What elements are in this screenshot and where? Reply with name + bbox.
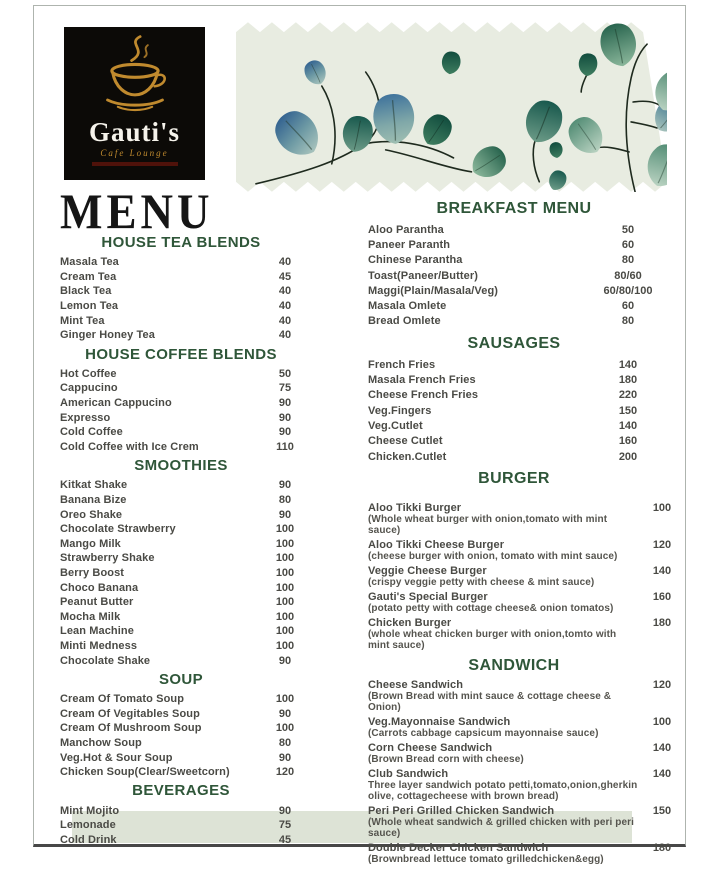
menu-item <box>368 270 576 282</box>
menu-item-row <box>368 449 680 464</box>
menu-item-price: 90 <box>278 654 292 667</box>
menu-item-name: Choco Banana <box>60 581 139 594</box>
menu-item-row <box>368 283 680 298</box>
menu-item-price: 90 <box>278 751 292 764</box>
menu-item-description: (potato petty with cottage cheese& onion tomatos) <box>368 603 614 615</box>
menu-item-price: 120 <box>275 766 295 779</box>
menu-item-row <box>368 768 680 802</box>
menu-item <box>368 224 576 236</box>
section-title: BURGER <box>478 470 550 488</box>
menu-item <box>60 538 268 550</box>
menu-item-price: 100 <box>275 581 295 594</box>
menu-item-row <box>60 313 302 328</box>
menu-item-price: 45 <box>278 833 292 846</box>
menu-item <box>368 502 644 536</box>
menu-item-name: Maggi(Plain/Masala/Veg) <box>368 284 499 297</box>
menu-item-row <box>60 425 302 440</box>
menu-item-name: Club Sandwich <box>368 768 449 781</box>
menu-item <box>368 451 576 463</box>
menu-item-row <box>60 367 302 382</box>
menu-item-price: 140 <box>618 419 638 432</box>
section-title: SMOOTHIES <box>134 457 228 475</box>
brand-name: Gauti's <box>88 117 181 147</box>
menu-item-row <box>368 237 680 252</box>
menu-column-right <box>368 194 680 868</box>
menu-item <box>368 679 644 713</box>
menu-item-row <box>368 314 680 329</box>
menu-item-price: 100 <box>652 716 672 729</box>
menu-item-row <box>60 580 302 595</box>
menu-item-description: (Whole wheat burger with onion,tomato with mint sauce) <box>368 514 608 537</box>
menu-item <box>368 420 576 432</box>
menu-item-name: Double Decker Chicken Sandwich <box>368 842 549 855</box>
menu-item <box>60 509 268 521</box>
section-items <box>60 255 302 343</box>
menu-item <box>60 523 268 535</box>
menu-item-price: 180 <box>652 842 672 855</box>
menu-item-row <box>60 270 302 285</box>
menu-item-description: (crispy veggie petty with cheese & mint sauce) <box>368 577 595 589</box>
menu-item <box>60 708 268 720</box>
menu-item-row <box>60 410 302 425</box>
menu-item-row <box>368 403 680 418</box>
menu-item-name: Cheese Cutlet <box>368 435 443 448</box>
menu-item <box>60 300 268 312</box>
menu-item <box>60 611 268 623</box>
menu-item <box>60 271 268 283</box>
menu-item <box>60 397 268 409</box>
menu-item-row <box>368 298 680 313</box>
menu-item-row <box>60 639 302 654</box>
menu-item-name: Chocolate Shake <box>60 654 151 667</box>
menu-item-description: (Carrots cabbage capsicum mayonnaise sauce) <box>368 728 599 740</box>
menu-item-name: Berry Boost <box>60 566 125 579</box>
menu-item-price: 150 <box>652 805 672 818</box>
menu-item-price: 100 <box>275 610 295 623</box>
menu-item-row <box>60 595 302 610</box>
menu-item <box>368 315 576 327</box>
menu-item-name: Minti Medness <box>60 639 138 652</box>
menu-item-row <box>368 388 680 403</box>
menu-item-row <box>368 357 680 372</box>
section-title: SANDWICH <box>468 657 560 675</box>
menu-section <box>60 671 302 780</box>
menu-section <box>60 457 302 668</box>
menu-item <box>60 567 268 579</box>
menu-item <box>60 552 268 564</box>
menu-item <box>60 693 268 705</box>
menu-item-row <box>368 268 680 283</box>
menu-item-row <box>60 692 302 707</box>
menu-item-price: 150 <box>618 404 638 417</box>
menu-item-price: 100 <box>275 693 295 706</box>
menu-item-name: Strawberry Shake <box>60 552 155 565</box>
menu-item <box>368 300 576 312</box>
menu-item <box>60 479 268 491</box>
menu-item-row <box>60 284 302 299</box>
menu-item-row <box>368 539 680 562</box>
menu-item-price: 100 <box>275 596 295 609</box>
menu-item-row <box>60 522 302 537</box>
menu-item-row <box>368 742 680 765</box>
menu-item-name: Cheese Sandwich <box>368 679 464 692</box>
menu-item-price: 50 <box>621 223 635 236</box>
logo-red-divider <box>92 162 178 166</box>
section-items <box>60 478 302 668</box>
menu-item-price: 100 <box>275 523 295 536</box>
menu-item <box>60 582 268 594</box>
menu-item-name: Veg.Fingers <box>368 404 432 417</box>
menu-item <box>368 254 576 266</box>
menu-item-row <box>368 565 680 588</box>
menu-item-name: Expresso <box>60 411 111 424</box>
menu-item-name: French Fries <box>368 358 436 371</box>
section-items <box>368 357 680 464</box>
menu-item-row <box>60 551 302 566</box>
menu-item-name: Aloo Tikki Burger <box>368 502 462 515</box>
menu-item <box>368 405 576 417</box>
menu-item-name: Ginger Honey Tea <box>60 329 155 342</box>
section-title: HOUSE COFFEE BLENDS <box>85 345 277 363</box>
menu-item-name: Black Tea <box>60 285 112 298</box>
menu-section <box>368 335 680 464</box>
section-items <box>60 367 302 455</box>
menu-item-row <box>368 591 680 614</box>
menu-item-price: 40 <box>278 329 292 342</box>
menu-item-name: Mint Mojito <box>60 804 120 817</box>
menu-item-description: (Brownbread lettuce tomato grilledchicken&egg) <box>368 854 604 866</box>
menu-item-row <box>60 440 302 455</box>
menu-item-name: Cold Coffee <box>60 426 123 439</box>
menu-item-name: Veg.Hot & Sour Soup <box>60 751 173 764</box>
menu-item-price: 90 <box>278 397 292 410</box>
menu-item-name: Cold Coffee with Ice Crem <box>60 440 199 453</box>
menu-item-name: Peri Peri Grilled Chicken Sandwich <box>368 805 555 818</box>
menu-item-name: Lean Machine <box>60 625 134 638</box>
menu-item <box>368 805 644 839</box>
menu-item-price: 60/80/100 <box>603 284 653 297</box>
menu-item-price: 80/60 <box>614 269 642 282</box>
menu-item-name: Hot Coffee <box>60 367 117 380</box>
menu-item-price: 140 <box>652 768 672 781</box>
menu-item <box>368 389 576 401</box>
menu-item-price: 90 <box>278 804 292 817</box>
menu-item-name: Cheese French Fries <box>368 389 479 402</box>
menu-item-price: 40 <box>278 285 292 298</box>
menu-item <box>368 435 576 447</box>
menu-item-row <box>368 418 680 433</box>
menu-item-price: 100 <box>275 537 295 550</box>
menu-item-price: 110 <box>276 440 294 453</box>
section-title: BREAKFAST MENU <box>436 200 592 217</box>
menu-item <box>368 374 576 386</box>
menu-section <box>368 657 680 865</box>
menu-item-row <box>60 566 302 581</box>
section-title: SOUP <box>158 670 204 688</box>
menu-item-name: Cappucino <box>60 382 118 395</box>
menu-item-price: 120 <box>652 679 672 692</box>
menu-item-row <box>368 434 680 449</box>
menu-item <box>60 285 268 297</box>
menu-item-price: 120 <box>652 539 672 552</box>
menu-item-name: Cream Of Mushroom Soup <box>60 722 202 735</box>
menu-item-row <box>60 706 302 721</box>
menu-item-name: Oreo Shake <box>60 508 123 521</box>
menu-item-name: Chicken.Cutlet <box>368 450 447 463</box>
menu-item-row <box>60 803 302 818</box>
menu-item-price: 90 <box>278 479 292 492</box>
menu-item-name: Toast(Paneer/Butter) <box>368 269 478 282</box>
menu-item-name: Peanut Butter <box>60 596 134 609</box>
menu-item-name: Chinese Parantha <box>368 254 463 267</box>
menu-item-row <box>60 537 302 552</box>
menu-item <box>60 441 268 453</box>
menu-item-price: 180 <box>618 374 638 387</box>
menu-item-price: 75 <box>278 819 292 832</box>
menu-item-row <box>368 372 680 387</box>
menu-item-name: Banana Bize <box>60 494 127 507</box>
menu-item-name: Corn Cheese Sandwich <box>368 742 493 755</box>
menu-item-description: Three layer sandwich potato petti,tomato,onion,gherkin olive, cottagecheese with brown bread) <box>368 780 638 803</box>
menu-item-price: 90 <box>278 426 292 439</box>
menu-item-name: Chocolate Strawberry <box>60 523 176 536</box>
menu-item-price: 100 <box>652 502 672 515</box>
menu-item-name: Mocha Milk <box>60 610 121 623</box>
menu-item <box>60 382 268 394</box>
menu-item-price: 100 <box>275 639 295 652</box>
menu-item <box>60 596 268 608</box>
menu-item-price: 160 <box>618 435 638 448</box>
menu-item-row <box>60 653 302 668</box>
menu-column-left <box>60 231 302 847</box>
cafe-logo <box>64 27 205 180</box>
menu-item-name: Paneer Paranth <box>368 238 451 251</box>
menu-item-price: 40 <box>278 256 292 269</box>
menu-item-row <box>368 617 680 651</box>
menu-section <box>368 200 680 329</box>
menu-item <box>368 768 644 802</box>
menu-item-row <box>60 750 302 765</box>
menu-item-row <box>60 609 302 624</box>
menu-item-row <box>368 502 680 536</box>
menu-item-price: 90 <box>278 508 292 521</box>
menu-item-row <box>60 765 302 780</box>
menu-item <box>368 285 576 297</box>
menu-section <box>60 346 302 455</box>
menu-item-description: (Brown Bread with mint sauce & cottage cheese & Onion) <box>368 691 612 714</box>
menu-item <box>60 640 268 652</box>
menu-item-name: Cream Of Tomato Soup <box>60 693 185 706</box>
menu-item-description: (cheese burger with onion, tomato with mint sauce) <box>368 551 618 563</box>
menu-item-name: Lemon Tea <box>60 300 119 313</box>
menu-item <box>368 591 644 614</box>
menu-item-row <box>60 478 302 493</box>
menu-item <box>60 766 268 778</box>
menu-item-price: 80 <box>621 254 635 267</box>
menu-item-name: Masala French Fries <box>368 374 476 387</box>
menu-item <box>60 722 268 734</box>
menu-item-row <box>60 507 302 522</box>
brand-tagline: Cafe Lounge <box>100 148 169 158</box>
menu-item <box>60 819 268 831</box>
menu-item-name: Veggie Cheese Burger <box>368 565 487 578</box>
menu-item-name: Chicken Soup(Clear/Sweetcorn) <box>60 766 230 779</box>
menu-item-price: 40 <box>278 314 292 327</box>
menu-item-row <box>60 255 302 270</box>
menu-item-row <box>368 679 680 713</box>
menu-item-price: 80 <box>621 315 635 328</box>
menu-item-row <box>60 328 302 343</box>
menu-item-name: Manchow Soup <box>60 736 142 749</box>
menu-item-price: 140 <box>618 358 638 371</box>
menu-item-row <box>368 716 680 739</box>
menu-item-name: Mango Milk <box>60 537 121 550</box>
section-items <box>368 502 680 651</box>
menu-item <box>368 716 644 739</box>
menu-item-price: 60 <box>621 238 635 251</box>
menu-item <box>60 315 268 327</box>
menu-section <box>368 470 680 651</box>
menu-item <box>368 565 644 588</box>
menu-item-price: 60 <box>621 300 635 313</box>
menu-item <box>368 617 644 651</box>
menu-item <box>368 842 644 865</box>
menu-item-name: Cream Of Vegitables Soup <box>60 707 200 720</box>
menu-item-price: 180 <box>652 617 672 630</box>
menu-item-description: (whole wheat chicken burger with onion,tomto with mint sauce) <box>368 629 617 652</box>
menu-item-name: Veg.Cutlet <box>368 419 423 432</box>
eucalyptus-leaves-decoration <box>236 22 667 192</box>
menu-item-name: Masala Omlete <box>368 300 447 313</box>
menu-item-name: Chicken Burger <box>368 617 452 630</box>
menu-item-price: 80 <box>278 736 292 749</box>
menu-item-price: 100 <box>275 625 295 638</box>
menu-item-name: Aloo Parantha <box>368 223 444 236</box>
menu-item-row <box>368 253 680 268</box>
section-items <box>368 222 680 329</box>
menu-heading: MENU <box>60 184 214 240</box>
menu-item-name: Bread Omlete <box>368 315 441 328</box>
menu-item <box>368 359 576 371</box>
menu-item-price: 90 <box>278 411 292 424</box>
menu-item-name: Lemonade <box>60 819 116 832</box>
menu-item-row <box>368 805 680 839</box>
section-title: SAUSAGES <box>467 335 561 353</box>
menu-item-price: 75 <box>278 382 292 395</box>
menu-section <box>60 234 302 343</box>
menu-item-row <box>60 721 302 736</box>
menu-item <box>60 412 268 424</box>
menu-item-price: 100 <box>275 552 295 565</box>
menu-item-name: Aloo Tikki Cheese Burger <box>368 539 505 552</box>
menu-item-price: 140 <box>652 742 672 755</box>
menu-item-name: Cream Tea <box>60 270 117 283</box>
menu-item-name: Cold Drink <box>60 833 117 846</box>
menu-item <box>60 494 268 506</box>
menu-item <box>60 737 268 749</box>
menu-item <box>60 625 268 637</box>
menu-item <box>60 834 268 846</box>
menu-item <box>368 239 576 251</box>
menu-item-name: Gauti's Special Burger <box>368 591 488 604</box>
menu-item-row <box>60 624 302 639</box>
menu-item-row <box>60 396 302 411</box>
menu-item-name: Kitkat Shake <box>60 479 128 492</box>
menu-item <box>60 368 268 380</box>
menu-item-row <box>60 818 302 833</box>
menu-item-row <box>60 736 302 751</box>
menu-item-name: Mint Tea <box>60 314 105 327</box>
menu-item-price: 200 <box>618 450 638 463</box>
menu-item-price: 160 <box>652 591 672 604</box>
menu-item-price: 140 <box>652 565 672 578</box>
menu-item-price: 220 <box>618 389 638 402</box>
menu-item-price: 45 <box>278 270 292 283</box>
menu-item <box>60 256 268 268</box>
section-items <box>60 803 302 847</box>
menu-item-price: 90 <box>278 707 292 720</box>
menu-item-name: Masala Tea <box>60 256 119 269</box>
menu-item <box>60 655 268 667</box>
menu-item-name: American Cappucino <box>60 397 172 410</box>
menu-item-row <box>60 381 302 396</box>
menu-item-row <box>60 493 302 508</box>
section-items <box>60 692 302 780</box>
menu-item <box>60 426 268 438</box>
menu-item <box>368 539 644 562</box>
menu-item-description: (Whole wheat sandwich & grilled chicken with peri peri sauce) <box>368 817 635 840</box>
menu-item <box>60 752 268 764</box>
menu-section <box>60 782 302 847</box>
section-title: BEVERAGES <box>132 782 230 800</box>
menu-item-price: 100 <box>275 566 295 579</box>
section-items <box>368 679 680 865</box>
menu-item <box>368 742 644 765</box>
menu-item-description: (Brown Bread corn with cheese) <box>368 754 524 766</box>
menu-item-price: 40 <box>278 300 292 313</box>
menu-item-name: Veg.Mayonnaise Sandwich <box>368 716 511 729</box>
menu-item-row <box>60 833 302 848</box>
menu-item-row <box>368 222 680 237</box>
menu-item-row <box>60 299 302 314</box>
menu-item-price: 100 <box>275 722 295 735</box>
coffee-cup-icon <box>75 32 195 120</box>
menu-item-price: 50 <box>278 367 292 380</box>
menu-item <box>60 805 268 817</box>
menu-item <box>60 329 268 341</box>
menu-item-row <box>368 842 680 865</box>
section-title: HOUSE TEA BLENDS <box>101 234 261 251</box>
menu-item-price: 80 <box>278 494 292 507</box>
